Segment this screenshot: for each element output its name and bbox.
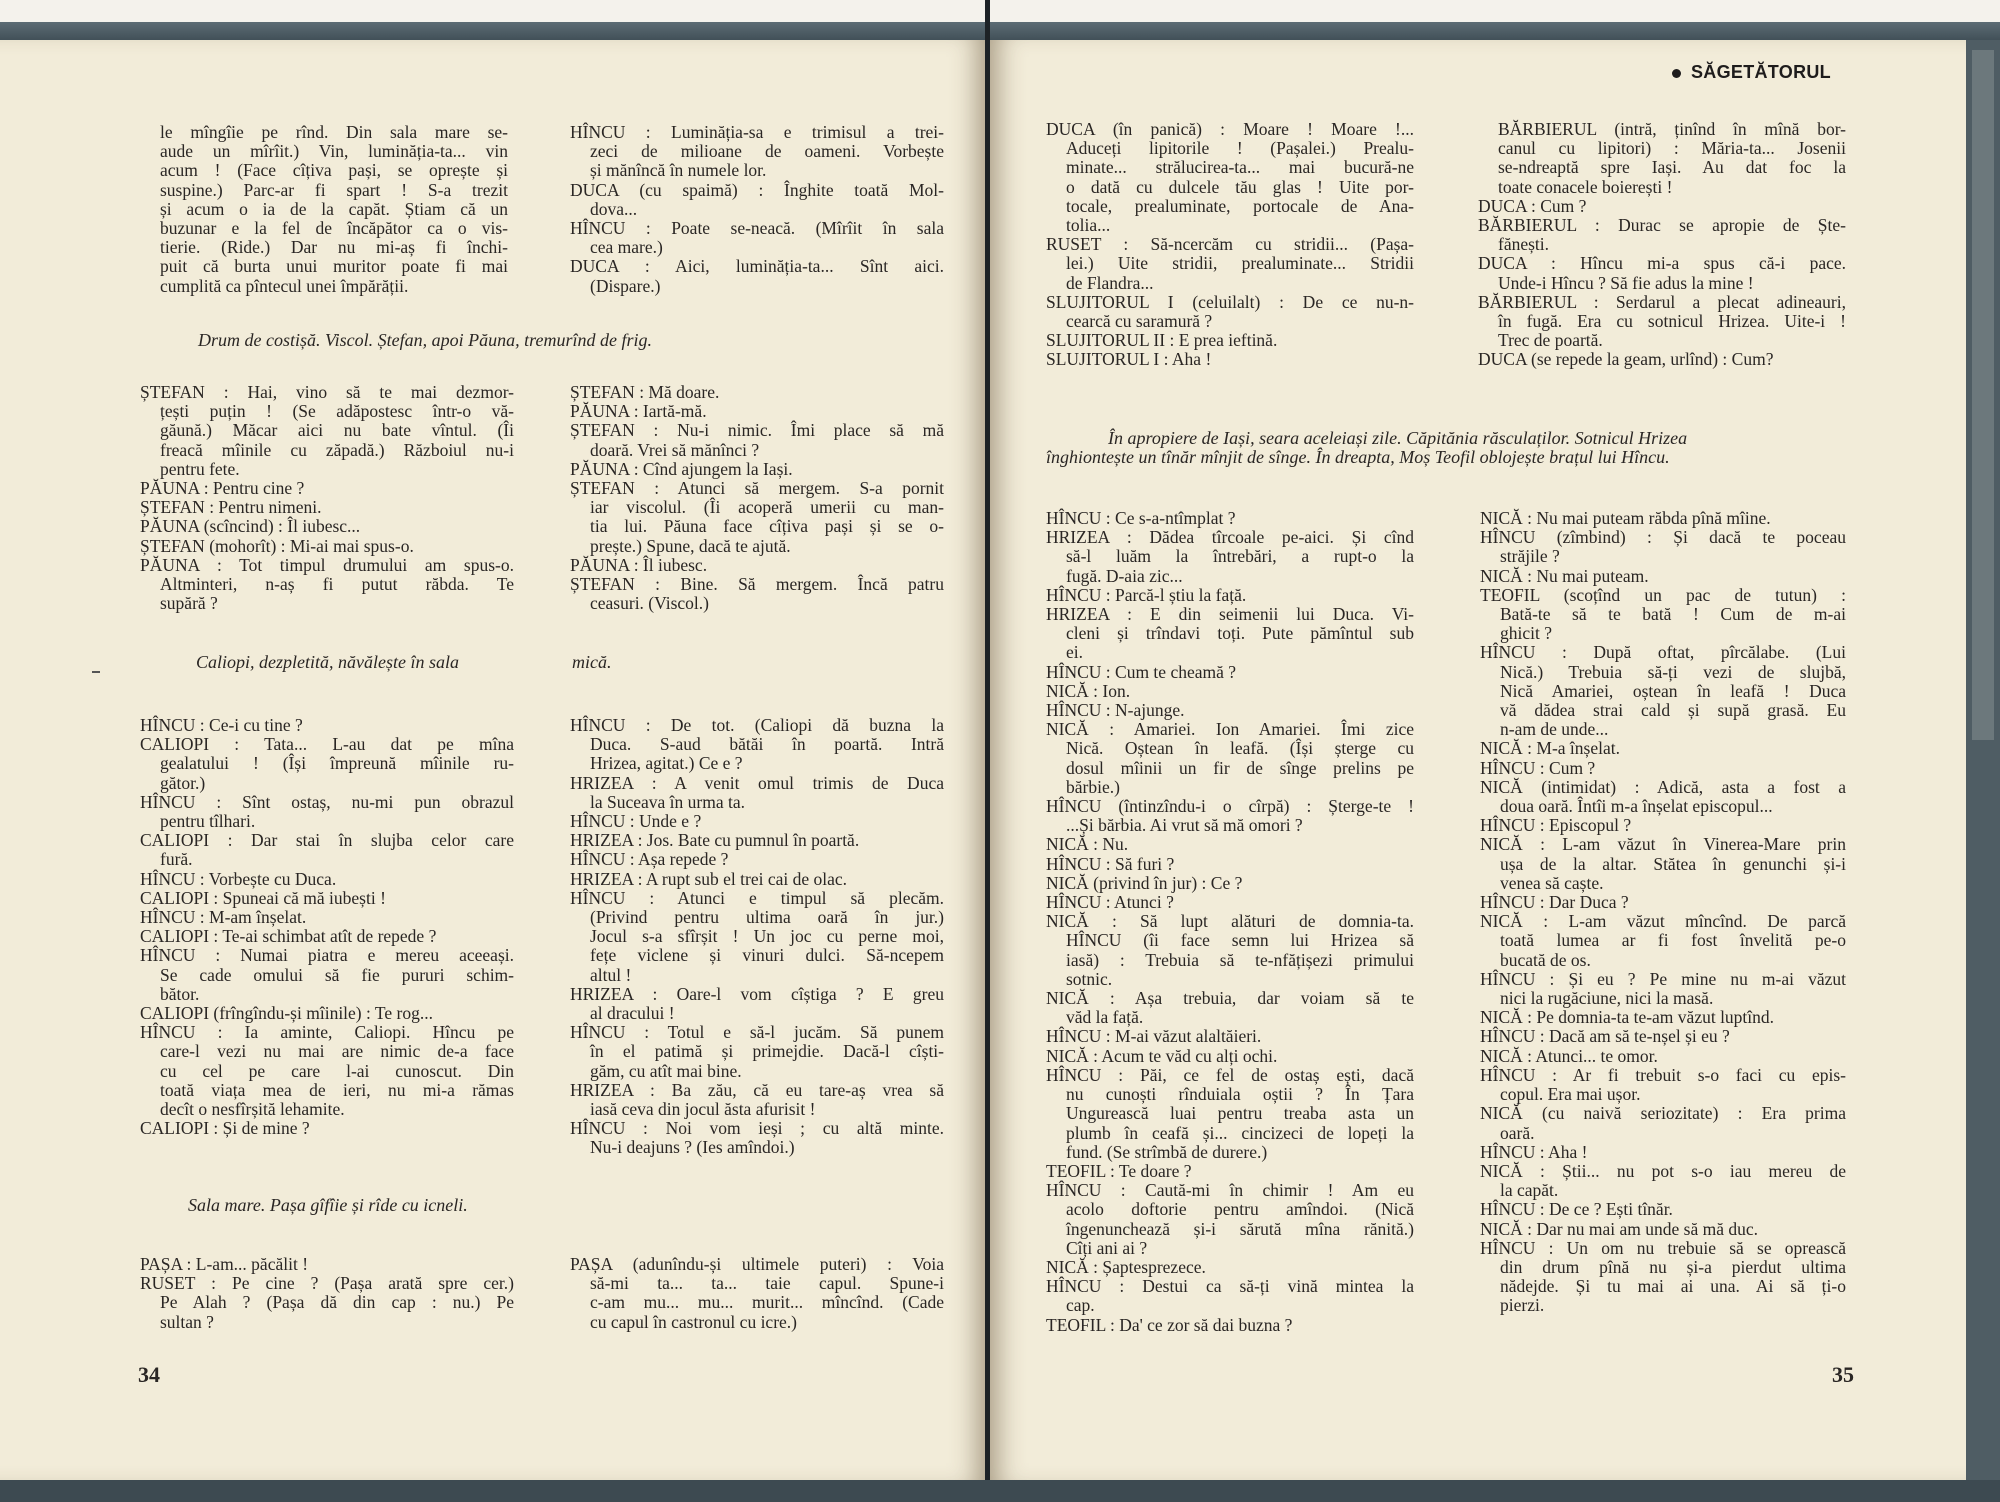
text-line: NICĂ : Pe domnia-ta te-am văzut luptînd.	[1480, 1007, 1775, 1028]
text-line: BĂRBIERUL (intră, ținînd în mînă bor-	[1498, 119, 1846, 139]
text-line: HRIZEA : Ba zău, că eu tare-aș vrea să	[570, 1079, 944, 1100]
text-line: cap.	[1066, 1295, 1095, 1316]
text-line: NICĂ : Nu mai puteam.	[1480, 565, 1649, 586]
text-line: buzunar e la fel de încăpător ca o vis-	[160, 218, 508, 239]
text-line: străjile ?	[1500, 546, 1560, 567]
text-line: NICĂ : Să lupt alături de domnia-ta.	[1046, 911, 1414, 932]
text-line: HÎNCU : Un om nu trebuie să se oprească	[1480, 1237, 1846, 1258]
text-line: țești puțin ! (Se adăpostesc într-o vă-	[160, 401, 514, 422]
text-line: Trec de poartă.	[1498, 330, 1603, 351]
text-line: PAȘA : L-am... păcălit !	[140, 1254, 309, 1274]
text-line: HÎNCU : M-am înșelat.	[140, 907, 307, 928]
text-line: Nică.) Trebuia să-ți vezi de slujbă,	[1500, 661, 1846, 682]
text-line: Se cade omului să fie pururi schim-	[160, 964, 514, 985]
text-line: NICĂ : Așa trebuia, dar voiam să te	[1046, 988, 1414, 1009]
text-line: CALIOPI : Și de mine ?	[140, 1118, 310, 1139]
text-line: HÎNCU : Ar fi trebuit s-o faci cu epis-	[1480, 1064, 1846, 1085]
text-line: HÎNCU : Așa repede ?	[570, 849, 729, 870]
text-line: BĂRBIERUL : Serdarul a plecat adineauri,	[1478, 291, 1846, 312]
text-line: PĂUNA (scîncind) : Îl iubesc...	[140, 516, 361, 537]
text-line: HÎNCU : M-ai văzut alaltăieri.	[1046, 1026, 1262, 1047]
text-line: HRIZEA : E din seimenii lui Duca. Vi-	[1046, 604, 1414, 625]
bottom-cover-edge	[0, 1480, 2000, 1502]
text-line: HÎNCU : Episcopul ?	[1480, 815, 1632, 836]
text-line: pentru fete.	[160, 458, 240, 479]
text-line: în el patimă și primejdie. Dacă-l cîști-	[590, 1041, 944, 1062]
text-line: HRIZEA : A venit omul trimis de Duca	[570, 772, 944, 793]
page-number-right: 35	[1832, 1362, 1854, 1387]
text-line: Nică Amariei, oștean în leafă ! Duca	[1500, 680, 1846, 701]
text-line: HÎNCU : Cum ?	[1480, 757, 1596, 778]
text-line: HÎNCU : N-ajunge.	[1046, 700, 1185, 721]
text-line: fugă. D-aia zic...	[1066, 565, 1183, 586]
text-line: pierzi.	[1500, 1295, 1545, 1316]
text-line: de Flandra...	[1066, 272, 1154, 293]
text-line: NICĂ : L-am văzut în Vinerea-Mare prin	[1480, 834, 1846, 855]
text-line: găună.) Măcar aici nu bate vîntul. (Îi	[160, 420, 514, 441]
text-line: HÎNCU : Atunci ?	[1046, 892, 1174, 913]
text-line: HÎNCU : Noi vom ieși ; cu altă minte.	[570, 1118, 944, 1139]
text-line: freacă mîinile cu zăpadă.) Războiul nu-i	[160, 439, 514, 460]
text-line: care-l vezi nu mai are nimic de-a face	[160, 1041, 514, 1062]
text-line: Aduceți lipitorile ! (Pașalei.) Prealu-	[1066, 138, 1414, 159]
text-line: HÎNCU : Păi, ce fel de ostaș ești, dacă	[1046, 1064, 1414, 1085]
caliopi-column-1	[140, 716, 514, 1138]
text-line: HÎNCU : Vorbește cu Duca.	[140, 868, 337, 889]
text-line: o dată cu dulcele tău glas ! Uite por-	[1066, 176, 1414, 197]
text-line: din drum pînă nu și-a pierdut ultima	[1500, 1256, 1846, 1277]
text-line: să-l luăm la întrebări, a rupt-o la	[1066, 546, 1414, 567]
stage-direction-4-line-1: În apropiere de Iași, seara aceleiași zile. Căpitănia răsculaților. Sotnicul Hrizea	[1108, 428, 1688, 448]
text-line: cu capul în castronul cu icre.)	[590, 1311, 797, 1332]
text-line: NICĂ : Dar nu mai am unde să mă duc.	[1480, 1218, 1758, 1239]
text-line: cea mare.)	[590, 237, 663, 258]
text-line: Hrizea, agitat.) Ce e ?	[590, 753, 743, 774]
text-line: HÎNCU : Ia aminte, Caliopi. Hîncu pe	[140, 1022, 514, 1043]
text-line: al dracului !	[590, 1003, 675, 1024]
text-line: BĂRBIERUL : Durac se apropie de Ște-	[1478, 215, 1846, 236]
text-line: PĂUNA : Îl iubesc.	[570, 554, 708, 575]
text-line: HÎNCU : Aha !	[1480, 1141, 1588, 1162]
text-line: Altminteri, n-aș fi putut răbda. Te	[160, 574, 514, 595]
text-line: HÎNCU : De tot. (Caliopi dă buzna la	[570, 715, 944, 735]
text-line: HÎNCU : Să furi ?	[1046, 853, 1175, 874]
text-line: venea să caște.	[1500, 872, 1604, 893]
text-line: la Suceava în urma ta.	[590, 791, 746, 812]
text-line: NICĂ : M-a înșelat.	[1480, 738, 1620, 759]
stage-direction-2-part-1: Caliopi, dezpletită, năvălește în sala	[196, 652, 459, 672]
text-line: Duca. S-aud bătăi în poartă. Intră	[590, 734, 944, 755]
text-line: cu cel pe care l-ai cunoscut. Din	[160, 1060, 514, 1081]
text-line: ...Și bărbia. Ai vrut să mă omori ?	[1066, 815, 1303, 836]
text-line: plumb în ceafă și... cincizeci de lopeți la	[1066, 1122, 1414, 1143]
text-line: iasă ceva din jocul ăsta afurisit !	[590, 1099, 816, 1120]
magazine-section-header	[1672, 62, 1831, 83]
text-line: NICĂ (cu naivă seriozitate) : Era prima	[1480, 1103, 1846, 1124]
text-line: CALIOPI : Tata... L-au dat pe mîna	[140, 734, 514, 755]
text-line: zeci de milioane de oameni. Vorbește	[590, 141, 944, 162]
text-line: HÎNCU : Și eu ? Pe mine nu m-ai văzut	[1480, 968, 1846, 989]
text-line: ȘTEFAN (mohorît) : Mi-ai mai spus-o.	[140, 535, 414, 556]
text-line: tolia...	[1066, 215, 1111, 236]
barbierul-column	[1478, 120, 1846, 370]
top-page-edge	[0, 0, 2000, 44]
text-line: PĂUNA : Tot timpul drumului am spus-o.	[140, 554, 514, 575]
cover-strip	[1972, 50, 1994, 740]
text-line: NICĂ : L-am văzut mîncînd. De parcă	[1480, 911, 1846, 932]
text-line: SLUJITORUL I : Aha !	[1046, 349, 1212, 370]
text-line: oară.	[1500, 1122, 1535, 1143]
text-line: ușa de la altar. Stătea în genunchi și-i	[1500, 853, 1846, 874]
text-line: fură.	[160, 849, 193, 870]
stefan-paună-column-2	[570, 383, 944, 613]
text-line: DUCA : Hîncu mi-a spus că-i pace.	[1478, 253, 1846, 274]
pasa-column-2	[570, 1255, 944, 1332]
text-line: NICĂ : Atunci... te omor.	[1480, 1045, 1658, 1066]
text-line: CALIOPI : Spuneai că mă iubești !	[140, 887, 386, 908]
text-line: NICĂ : Nu.	[1046, 834, 1129, 855]
text-line: ȘTEFAN : Mă doare.	[570, 382, 720, 402]
text-line: HÎNCU : Destui ca să-ți vină mintea la	[1046, 1276, 1414, 1297]
text-line: toată viața mea de ieri, nu mi-a rămas	[160, 1079, 514, 1100]
text-line: tia lui. Păuna face cîțiva pași și se o-	[590, 516, 944, 537]
text-line: RUSET : Pe cine ? (Pașa arată spre cer.)	[140, 1273, 514, 1294]
text-line: HRIZEA : Jos. Bate cu pumnul în poartă.	[570, 830, 860, 851]
text-line: NICĂ : Amariei. Ion Amariei. Îmi zice	[1046, 719, 1414, 740]
text-line: puit că burta unui muritor poate fi mai	[160, 256, 508, 277]
page-number-left: 34	[138, 1362, 160, 1387]
text-line: NICĂ : Nu mai puteam răbda pînă mîine.	[1480, 508, 1771, 528]
text-line: HRIZEA : Dădea tîrcoale pe-aici. Și cînd	[1046, 527, 1414, 548]
text-line: iar viscolul. (Îi acoperă umerii cu man-	[590, 497, 944, 518]
text-line: cearcă cu saramură ?	[1066, 311, 1213, 332]
text-line: Cîți ani ai ?	[1066, 1237, 1148, 1258]
text-line: PĂUNA : Cînd ajungem la Iași.	[570, 458, 793, 479]
text-line: sultan ?	[160, 1311, 214, 1332]
text-line: TEOFIL : Te doare ?	[1046, 1160, 1192, 1181]
text-line: să-mi ta... ta... taie capul. Spune-i	[590, 1273, 944, 1294]
text-line: copul. Era mai ușor.	[1500, 1084, 1641, 1105]
stage-direction-2-part-2: mică.	[572, 652, 612, 672]
text-line: tocale, prealuminate, portocale de Ana-	[1066, 195, 1414, 216]
text-line: TEOFIL (scoțînd un pac de tutun) :	[1480, 584, 1846, 605]
text-line: HÎNCU : De ce ? Ești tînăr.	[1480, 1199, 1673, 1220]
text-line: DUCA : Cum ?	[1478, 195, 1587, 216]
text-line: Ungurească luai pentru treaba asta un	[1066, 1103, 1414, 1124]
text-line: HÎNCU : Totul e să-l jucăm. Să punem	[570, 1022, 944, 1043]
text-line: HÎNCU : Numai piatra e mereu aceeași.	[140, 945, 514, 966]
text-line: TEOFIL : Da' ce zor să dai buzna ?	[1046, 1314, 1293, 1335]
text-line: CALIOPI : Te-ai schimbat atît de repede ?	[140, 926, 437, 947]
text-line: Nică. Oștean în leafă. (Își șterge cu	[1066, 738, 1414, 759]
text-line: PĂUNA : Iartă-mă.	[570, 401, 707, 422]
text-line: pentru tîlhari.	[160, 811, 256, 832]
text-line: prește.) Spune, dacă te ajută.	[590, 535, 791, 556]
text-line: acolo doftorie pentru amîndoi. (Nică	[1066, 1199, 1414, 1220]
text-line: DUCA (se repede la geam, urlînd) : Cum?	[1478, 349, 1774, 370]
text-line: HÎNCU : Caută-mi în chimir ! Am eu	[1046, 1180, 1414, 1201]
text-line: nici la rugăciune, nici la masă.	[1500, 988, 1714, 1009]
duca-column	[1046, 120, 1414, 370]
text-line: cleni și trîndavi toți. Pute pămîntul sub	[1066, 623, 1414, 644]
text-line: toată lumea ar fi fost învelită pe-o	[1500, 930, 1846, 951]
left-top-column-2	[570, 123, 944, 296]
text-line: NICĂ : Știi... nu pot s-o iau mereu de	[1480, 1160, 1846, 1181]
text-line: HÎNCU : Ce s-a-ntîmplat ?	[1046, 508, 1236, 528]
text-line: c-am mu... mu... murit... mîncînd. (Cade	[590, 1292, 944, 1313]
text-line: NICĂ (privind în jur) : Ce ?	[1046, 872, 1243, 893]
text-line: cumplită ca pîntecul unei împărății.	[160, 275, 409, 296]
text-line: ȘTEFAN : Nu-i nimic. Îmi place să mă	[570, 420, 944, 441]
text-line: (Dispare.)	[590, 275, 661, 296]
text-line: doua oară. Întîi m-a înșelat episcopul...	[1500, 796, 1773, 817]
text-line: fund. (Se strîmbă de durere.)	[1066, 1141, 1268, 1162]
text-line: NICĂ : Șaptesprezece.	[1046, 1256, 1206, 1277]
text-line: suspine.) Parc-ar fi spart ! S-a trezit	[160, 179, 508, 200]
text-line: NICĂ (intimidat) : Adică, asta a fost a	[1480, 776, 1846, 797]
stage-direction-3: Sala mare. Pașa gîfîie și rîde cu icneli.	[188, 1195, 468, 1215]
text-line: doară. Vrei să mănînci ?	[590, 439, 760, 460]
text-line: HÎNCU : Atunci e timpul să plecăm.	[570, 887, 944, 908]
text-line: văd la față.	[1066, 1007, 1144, 1028]
text-line: ȘTEFAN : Pentru nimeni.	[140, 497, 322, 518]
text-line: ceasuri. (Viscol.)	[590, 593, 709, 614]
text-line: altul !	[590, 964, 632, 985]
text-line: canul cu lipitori) : Măria-ta... Josenii	[1498, 138, 1846, 159]
text-line: fănești.	[1498, 234, 1550, 255]
text-line: ȘTEFAN : Hai, vino să te mai dezmor-	[140, 382, 514, 402]
text-line: ghicit ?	[1500, 623, 1552, 644]
text-line: Pe Alah ? (Pașa dă din cap : nu.) Pe	[160, 1292, 514, 1313]
pasa-column-1	[140, 1255, 514, 1332]
text-line: tierie. (Ride.) Dar nu mi-aș fi închi-	[160, 237, 508, 258]
text-line: DUCA (cu spaimă) : Înghite toată Mol-	[570, 179, 944, 200]
text-line: aude un mîrîit.) Vin, luminăția-ta... vin	[160, 141, 508, 162]
text-line: HÎNCU : Poate se-neacă. (Mîrîit în sala	[570, 218, 944, 239]
text-line: HÎNCU : Dacă am să te-nșel și eu ?	[1480, 1026, 1730, 1047]
text-line: le mîngîie pe rînd. Din sala mare se-	[160, 122, 508, 142]
text-line: DUCA (în panică) : Moare ! Moare !...	[1046, 119, 1414, 139]
text-line: la capăt.	[1500, 1180, 1559, 1201]
text-line: ȘTEFAN : Bine. Să mergem. Încă patru	[570, 574, 944, 595]
text-line: NICĂ : Ion.	[1046, 680, 1131, 701]
text-line: fețe viclene și vinuri dulci. Să-ncepem	[590, 945, 944, 966]
text-line: bător.	[160, 983, 200, 1004]
text-line: Jocul s-a sfîrșit ! Un joc cu perne moi,	[590, 926, 944, 947]
margin-mark	[92, 671, 100, 673]
text-line: SLUJITORUL I (celuilalt) : De ce nu-n-	[1046, 291, 1414, 312]
text-line: HÎNCU (zîmbind) : Și dacă te poceau	[1480, 527, 1846, 548]
text-line: HÎNCU : Ce-i cu tine ?	[140, 715, 303, 735]
text-line: n-am de unde...	[1500, 719, 1609, 740]
text-line: nu cunoști rînduiala oștii ? În Țara	[1066, 1084, 1414, 1105]
text-line: HÎNCU : Sînt ostaș, nu-mi pun obrazul	[140, 791, 514, 812]
text-line: RUSET : Să-ncercăm cu stridii... (Pașa-	[1046, 234, 1414, 255]
text-line: dova...	[590, 198, 638, 219]
left-top-column-1	[140, 123, 508, 296]
text-line: iasă) : Trebuia să te-nfățișezi primului	[1066, 949, 1414, 970]
text-line: și acum o ia de la capăt. Știam că un	[160, 198, 508, 219]
caliopi-column-2	[570, 716, 944, 1158]
right-page	[990, 40, 1966, 1480]
text-line: Unde-i Hîncu ? Să fie adus la mine !	[1498, 272, 1754, 293]
text-line: CALIOPI (frîngîndu-și mîinile) : Te rog...	[140, 1003, 433, 1024]
section-title: SĂGETĂTORUL	[1691, 62, 1831, 82]
text-line: HÎNCU : Unde e ?	[570, 811, 702, 832]
text-line: NICĂ : Acum te văd cu alți ochi.	[1046, 1045, 1278, 1066]
text-line: (Privind pentru ultima oară în jur.)	[590, 907, 944, 928]
text-line: minate... strălucirea-ta... mai bucură-ne	[1066, 157, 1414, 178]
text-line: ȘTEFAN : Atunci să mergem. S-a pornit	[570, 478, 944, 499]
text-line: se-ndreaptă spre Iași. Au dat foc la	[1498, 157, 1846, 178]
text-line: ei.	[1066, 642, 1084, 663]
text-line: Bată-te să te bată ! Cum de m-ai	[1500, 604, 1846, 625]
text-line: îngenunchează și-i sărută mîna rănită.)	[1066, 1218, 1414, 1239]
text-line: HÎNCU : Luminăția-sa e trimisul a trei-	[570, 122, 944, 142]
text-line: Nu-i deajuns ? (Ies amîndoi.)	[590, 1137, 795, 1158]
hincu-nica-column-1	[1046, 509, 1414, 1335]
text-line: PĂUNA : Pentru cine ?	[140, 478, 305, 499]
text-line: dosul mîinii un fir de sînge prelins pe	[1066, 757, 1414, 778]
text-line: gealatului ! (Își împreună mîinile ru-	[160, 753, 514, 774]
text-line: CALIOPI : Dar stai în slujba celor care	[140, 830, 514, 851]
text-line: și mănîncă în numele lor.	[590, 160, 767, 181]
text-line: HRIZEA : A rupt sub el trei cai de olac.	[570, 868, 848, 889]
text-line: toate conacele boierești !	[1498, 176, 1673, 197]
text-line: bărbie.)	[1066, 776, 1120, 797]
text-line: lei.) Uite stridii, prealuminate... Stridii	[1066, 253, 1414, 274]
text-line: vă dădea strai cald și supă grasă. Eu	[1500, 700, 1846, 721]
text-line: PAȘA (adunîndu-și ultimele puteri) : Voia	[570, 1254, 944, 1274]
text-line: acum ! (Face cîțiva pași, se oprește și	[160, 160, 508, 181]
text-line: HRIZEA : Oare-l vom cîștiga ? E greu	[570, 983, 944, 1004]
text-line: în fugă. Era cu sotnicul Hrizea. Uite-i !	[1498, 311, 1846, 332]
text-line: gător.)	[160, 772, 206, 793]
text-line: SLUJITORUL II : E prea ieftină.	[1046, 330, 1278, 351]
stage-direction-1: Drum de costișă. Viscol. Ștefan, apoi Păuna, tremurînd de frig.	[198, 330, 652, 350]
left-page	[0, 40, 985, 1480]
stefan-paună-column-1	[140, 383, 514, 613]
text-line: HÎNCU : După oftat, pîrcălabe. (Lui	[1480, 642, 1846, 663]
text-line: HÎNCU (îi face semn lui Hrizea să	[1066, 930, 1414, 951]
hincu-nica-column-2	[1480, 509, 1846, 1316]
text-line: HÎNCU : Cum te cheamă ?	[1046, 661, 1237, 682]
text-line: HÎNCU : Dar Duca ?	[1480, 892, 1629, 913]
text-line: bucată de os.	[1500, 949, 1591, 970]
text-line: HÎNCU : Parcă-l știu la față.	[1046, 584, 1247, 605]
text-line: nădejde. Și tu mai ai una. Ai să ți-o	[1500, 1276, 1846, 1297]
text-line: supără ?	[160, 593, 218, 614]
bullet-icon	[1672, 69, 1681, 78]
text-line: decît o nesfîrșită lehamite.	[160, 1099, 345, 1120]
text-line: DUCA : Aici, luminăția-ta... Sînt aici.	[570, 256, 944, 277]
text-line: sotnic.	[1066, 968, 1113, 989]
stage-direction-4-line-2: înghiontește un tînăr mînjit de sînge. În dreapta, Moș Teofil oblojește brațul lui Hîncu.	[1046, 447, 1670, 467]
text-line: găm, cu atît mai bine.	[590, 1060, 742, 1081]
text-line: HÎNCU (întinzîndu-i o cîrpă) : Șterge-te !	[1046, 796, 1414, 817]
